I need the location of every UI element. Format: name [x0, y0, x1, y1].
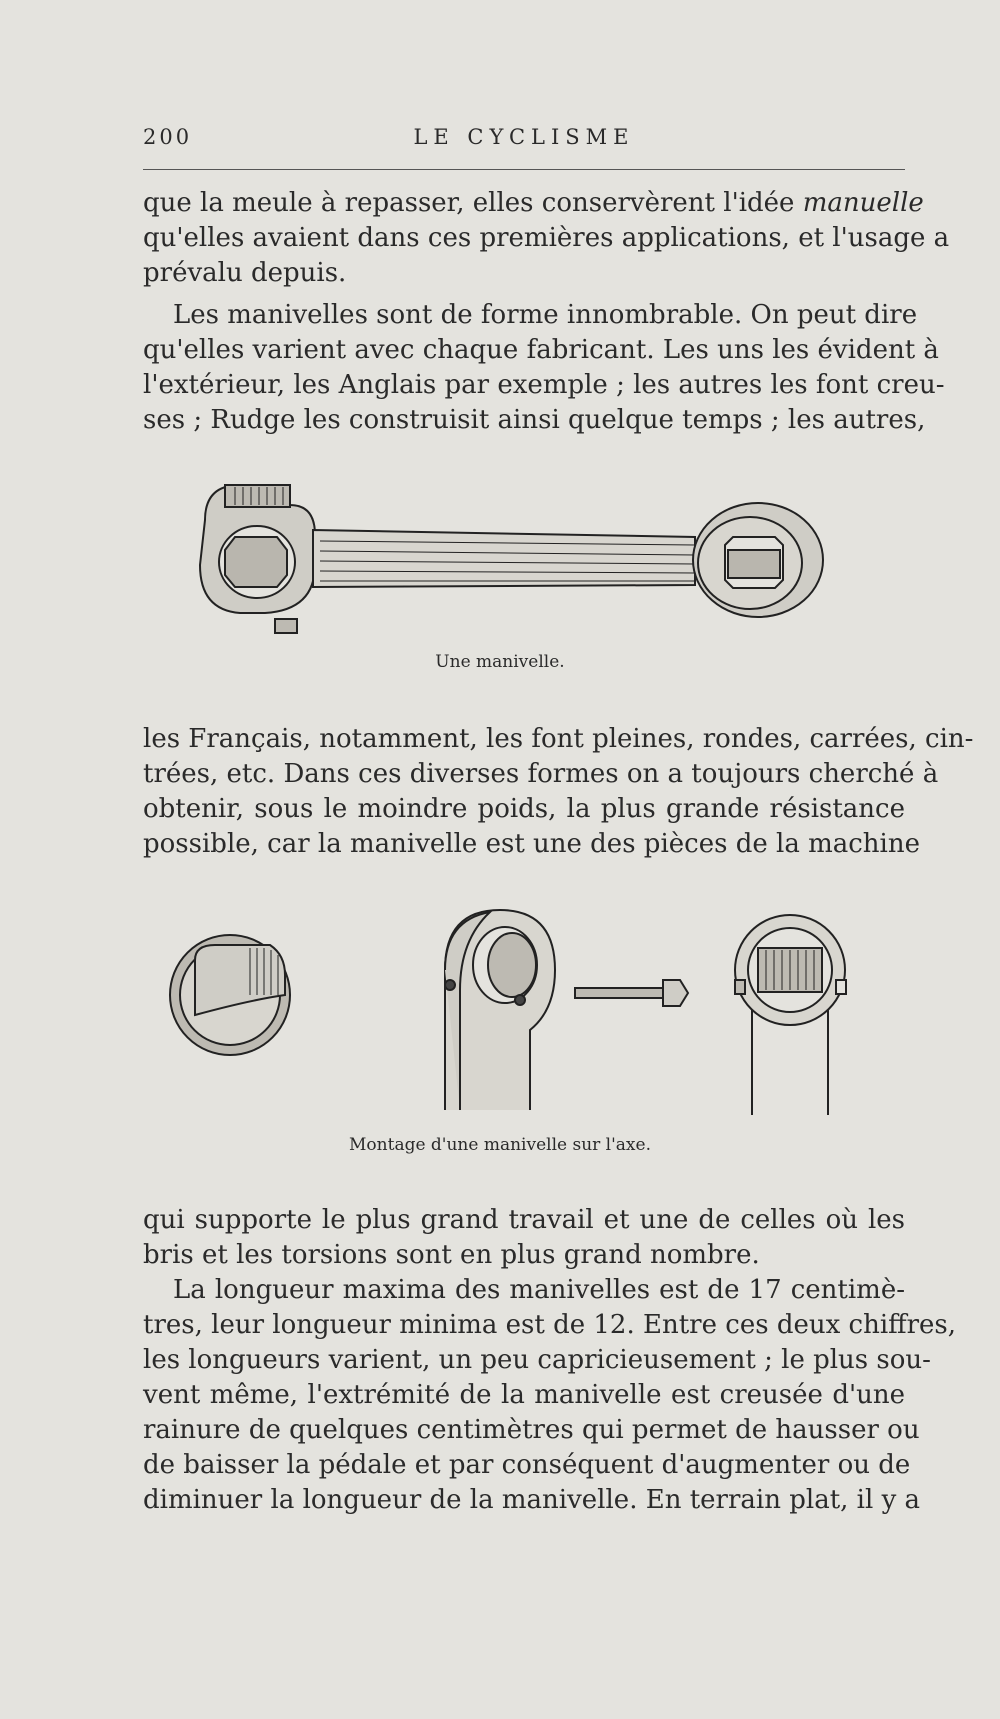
figure-crank-mounting — [160, 900, 880, 1125]
paragraph-5: La longueur maxima des manivelles est de 17 centimè- tres, leur longueur minima est de 12. Entre ces deux chiffres, les longueurs varient, un peu capricieusement ; le plus sou- vent même, l'extrémité de la manivelle est creusée d'une rainure de quelques centimètres qui permet de hausser ou de baisser la pédale et par conséquent d'augmenter ou de diminuer la longueur de la manivelle. En terrain plat, il y a — [143, 1275, 957, 1515]
italic-term: manuelle — [802, 188, 924, 218]
paragraph-2: Les manivelles sont de forme innombrable. On peut dire qu'elles varient avec chaque fabricant. Les uns les évident à l'extérieur, les Anglais par exemple ; les autres les font creu- ses ; Rudge les construisit ainsi quelque temps ; les autres, — [143, 300, 945, 435]
page-header — [143, 125, 905, 157]
figure-crank — [195, 475, 855, 645]
figure-2-caption: Montage d'une manivelle sur l'axe. — [349, 1135, 651, 1155]
running-title: LE CYCLISME — [413, 125, 635, 149]
figure-1-caption: Une manivelle. — [435, 652, 565, 672]
paragraph-1: que la meule à repasser, elles conservèrent l'idée manuelle qu'elles avaient dans ces premières applications, et l'usage a prévalu depuis. — [143, 188, 950, 288]
page-number: 200 — [143, 125, 193, 149]
paragraph-4: qui supporte le plus grand travail et une de celles où les bris et les torsions sont en plus grand nombre. — [143, 1205, 905, 1270]
paragraph-3: les Français, notamment, les font pleines, rondes, carrées, cin- trées, etc. Dans ces diverses formes on a toujours cherché à obtenir, sous le moindre poids, la plus grande résistance possible, car la manivelle est une des pièces de la machine — [143, 724, 974, 859]
header-rule — [143, 169, 905, 170]
